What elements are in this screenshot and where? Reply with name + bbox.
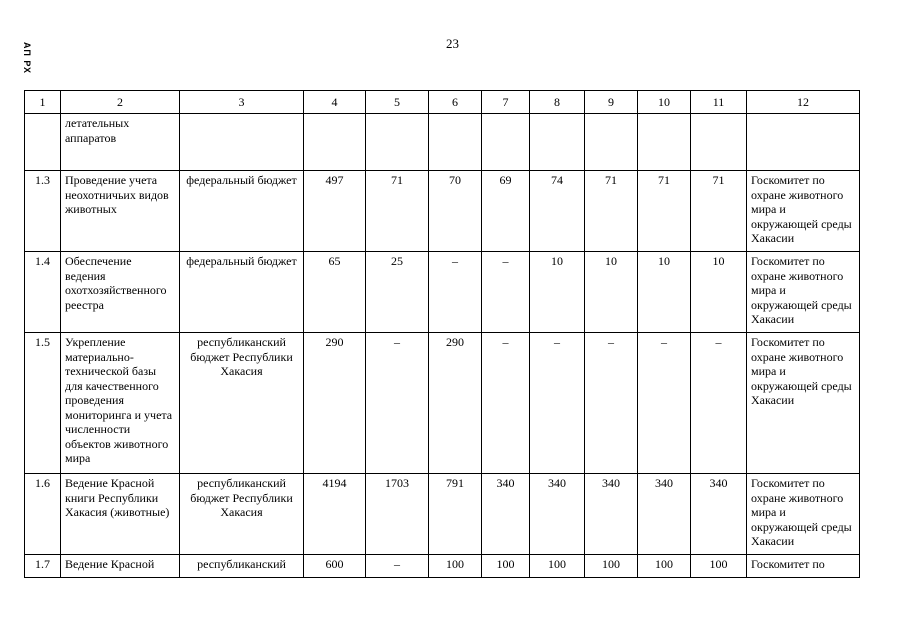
value-cell: – (429, 252, 482, 333)
funding-source-cell: республиканский бюджет Республики Хакасия (180, 333, 304, 474)
value-cell: 70 (429, 171, 482, 252)
funding-source-cell: федеральный бюджет (180, 252, 304, 333)
table-row (25, 252, 860, 333)
funding-source-cell: республиканский (180, 555, 304, 578)
value-cell: 10 (585, 252, 638, 333)
header-cell: 4 (304, 91, 366, 114)
value-cell: – (638, 333, 691, 474)
value-cell: 25 (366, 252, 429, 333)
funding-source-cell (180, 114, 304, 171)
value-cell: – (366, 333, 429, 474)
row-number-cell: 1.7 (25, 555, 61, 578)
side-stamp-text: АП РХ (22, 41, 32, 75)
executor-cell: Госкомитет по охране животного мира и окружающей среды Хакасии (747, 252, 860, 333)
table-row (25, 333, 860, 474)
executor-cell: Госкомитет по (747, 555, 860, 578)
value-cell: 340 (638, 474, 691, 555)
activity-cell: Ведение Красной книги Республики Хакасия (животные) (61, 474, 180, 555)
header-cell: 2 (61, 91, 180, 114)
budget-table (24, 90, 860, 578)
value-cell (366, 114, 429, 171)
value-cell (429, 114, 482, 171)
activity-cell: Ведение Красной (61, 555, 180, 578)
activity-cell: Укрепление материально-технической базы для качественного проведения мониторинга и учета численности объектов животного мира (61, 333, 180, 474)
table-row (25, 114, 860, 171)
value-cell: 100 (429, 555, 482, 578)
value-cell: 71 (366, 171, 429, 252)
row-number-cell (25, 114, 61, 171)
value-cell: 497 (304, 171, 366, 252)
table-header-row (25, 91, 860, 114)
value-cell: 100 (482, 555, 530, 578)
value-cell: – (530, 333, 585, 474)
value-cell (585, 114, 638, 171)
value-cell: 340 (691, 474, 747, 555)
header-cell: 9 (585, 91, 638, 114)
value-cell: 74 (530, 171, 585, 252)
value-cell: – (482, 333, 530, 474)
value-cell: 10 (691, 252, 747, 333)
value-cell: 791 (429, 474, 482, 555)
executor-cell: Госкомитет по охране животного мира и окружающей среды Хакасии (747, 474, 860, 555)
value-cell: 1703 (366, 474, 429, 555)
value-cell: 71 (585, 171, 638, 252)
value-cell: 340 (482, 474, 530, 555)
value-cell: 69 (482, 171, 530, 252)
value-cell: 10 (530, 252, 585, 333)
header-cell: 6 (429, 91, 482, 114)
side-stamp (20, 38, 34, 78)
value-cell: 100 (638, 555, 691, 578)
value-cell: 600 (304, 555, 366, 578)
value-cell (691, 114, 747, 171)
header-cell: 5 (366, 91, 429, 114)
header-cell: 3 (180, 91, 304, 114)
funding-source-cell: республиканский бюджет Республики Хакасия (180, 474, 304, 555)
header-cell: 12 (747, 91, 860, 114)
value-cell: 290 (429, 333, 482, 474)
value-cell (530, 114, 585, 171)
header-cell: 8 (530, 91, 585, 114)
table-row (25, 555, 860, 578)
row-number-cell: 1.4 (25, 252, 61, 333)
value-cell: 340 (530, 474, 585, 555)
header-cell: 1 (25, 91, 61, 114)
value-cell (482, 114, 530, 171)
value-cell: 100 (691, 555, 747, 578)
table-row (25, 474, 860, 555)
table-row (25, 171, 860, 252)
row-number-cell: 1.5 (25, 333, 61, 474)
value-cell (638, 114, 691, 171)
executor-cell: Госкомитет по охране животного мира и окружающей среды Хакасии (747, 171, 860, 252)
header-cell: 10 (638, 91, 691, 114)
value-cell: 340 (585, 474, 638, 555)
value-cell: – (482, 252, 530, 333)
value-cell: 65 (304, 252, 366, 333)
activity-cell: Проведение учета неохотничьих видов животных (61, 171, 180, 252)
executor-cell: Госкомитет по охране животного мира и окружающей среды Хакасии (747, 333, 860, 474)
executor-cell (747, 114, 860, 171)
activity-cell: летательных аппаратов (61, 114, 180, 171)
value-cell: 290 (304, 333, 366, 474)
row-number-cell: 1.6 (25, 474, 61, 555)
value-cell (304, 114, 366, 171)
value-cell: – (691, 333, 747, 474)
value-cell: – (366, 555, 429, 578)
value-cell: – (585, 333, 638, 474)
value-cell: 4194 (304, 474, 366, 555)
header-cell: 7 (482, 91, 530, 114)
value-cell: 10 (638, 252, 691, 333)
value-cell: 71 (691, 171, 747, 252)
row-number-cell: 1.3 (25, 171, 61, 252)
activity-cell: Обеспечение ведения охотхозяйственного реестра (61, 252, 180, 333)
value-cell: 71 (638, 171, 691, 252)
value-cell: 100 (530, 555, 585, 578)
value-cell: 100 (585, 555, 638, 578)
funding-source-cell: федеральный бюджет (180, 171, 304, 252)
header-cell: 11 (691, 91, 747, 114)
page-number: 23 (446, 36, 459, 51)
